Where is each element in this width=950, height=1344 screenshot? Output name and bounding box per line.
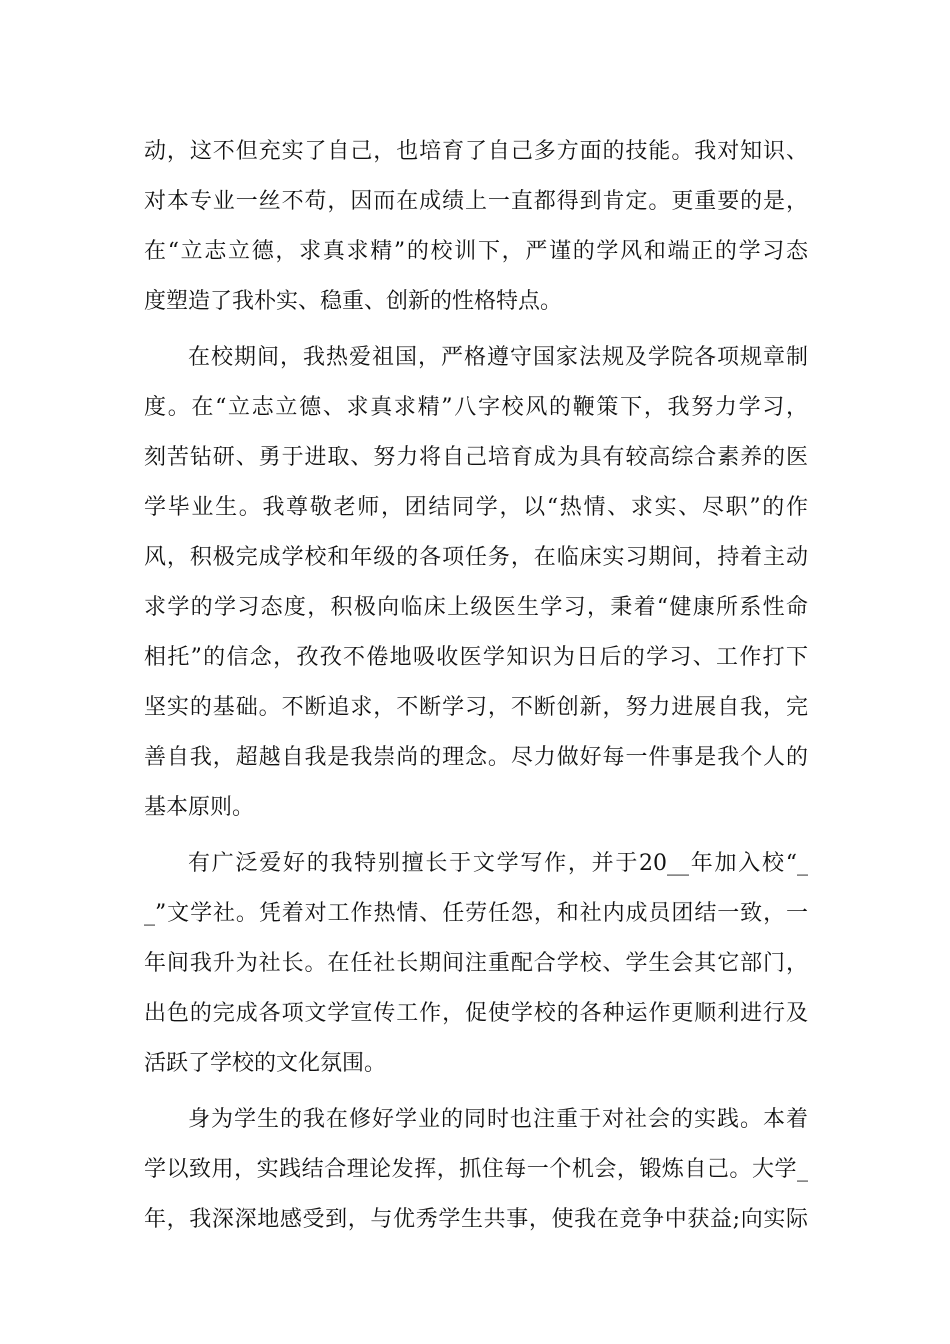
text-line: 在校期间，我热爱祖国，严格遵守国家法规及学院各项规章制 xyxy=(188,345,808,370)
text-line: 在“立志立德，求真求精”的校训下，严谨的学风和端正的学习态 xyxy=(144,239,808,264)
text-line: 活跃了学校的文化氛围。 xyxy=(144,1051,387,1076)
text-line: 基本原则。 xyxy=(144,795,255,820)
text-line: 动，这不但充实了自己，也培育了自己多方面的技能。我对知识、 xyxy=(144,139,808,164)
text-line: 对本专业一丝不苟，因而在成绩上一直都得到肯定。更重要的是， xyxy=(144,189,808,214)
text-line: 刻苦钻研、勇于进取、努力将自己培育成为具有较高综合素养的医 xyxy=(144,445,808,470)
text-line: 学毕业生。我尊敬老师，团结同学，以“热情、求实、尽职”的作 xyxy=(144,495,808,520)
paragraph xyxy=(144,1095,808,1245)
text-line: 度塑造了我朴实、稳重、创新的性格特点。 xyxy=(144,289,563,314)
text-line: 求学的学习态度，积极向临床上级医生学习，秉着“健康所系性命 xyxy=(144,595,808,620)
text-line: 善自我，超越自我是我崇尚的理念。尽力做好每一件事是我个人的 xyxy=(144,745,808,770)
text-line: 相托”的信念，孜孜不倦地吸收医学知识为日后的学习、工作打下 xyxy=(144,645,808,670)
text-line: 风，积极完成学校和年级的各项任务，在临床实习期间，持着主动 xyxy=(144,545,808,570)
text-line: 度。在“立志立德、求真求精”八字校风的鞭策下，我努力学习， xyxy=(144,395,808,420)
document-body xyxy=(144,127,808,1245)
paragraph xyxy=(144,333,808,833)
paragraph xyxy=(144,127,808,327)
text-line: 年，我深深地感受到，与优秀学生共事，使我在竞争中获益;向实际 xyxy=(144,1207,808,1232)
text-line: _”文学社。凭着对工作热情、任劳任怨，和社内成员团结一致，一 xyxy=(144,901,808,926)
text-line: 学以致用，实践结合理论发挥，抓住每一个机会，锻炼自己。大学_ xyxy=(144,1157,808,1182)
paragraph xyxy=(144,839,808,1089)
text-line: 出色的完成各项文学宣传工作，促使学校的各种运作更顺利进行及 xyxy=(144,1001,808,1026)
text-line: 身为学生的我在修好学业的同时也注重于对社会的实践。本着 xyxy=(188,1107,808,1132)
text-line: 坚实的基础。不断追求，不断学习，不断创新，努力进展自我，完 xyxy=(144,695,808,720)
text-line: 有广泛爱好的我特别擅长于文学写作，并于20__年加入校“_ xyxy=(188,851,808,876)
text-line: 年间我升为社长。在任社长期间注重配合学校、学生会其它部门， xyxy=(144,951,808,976)
